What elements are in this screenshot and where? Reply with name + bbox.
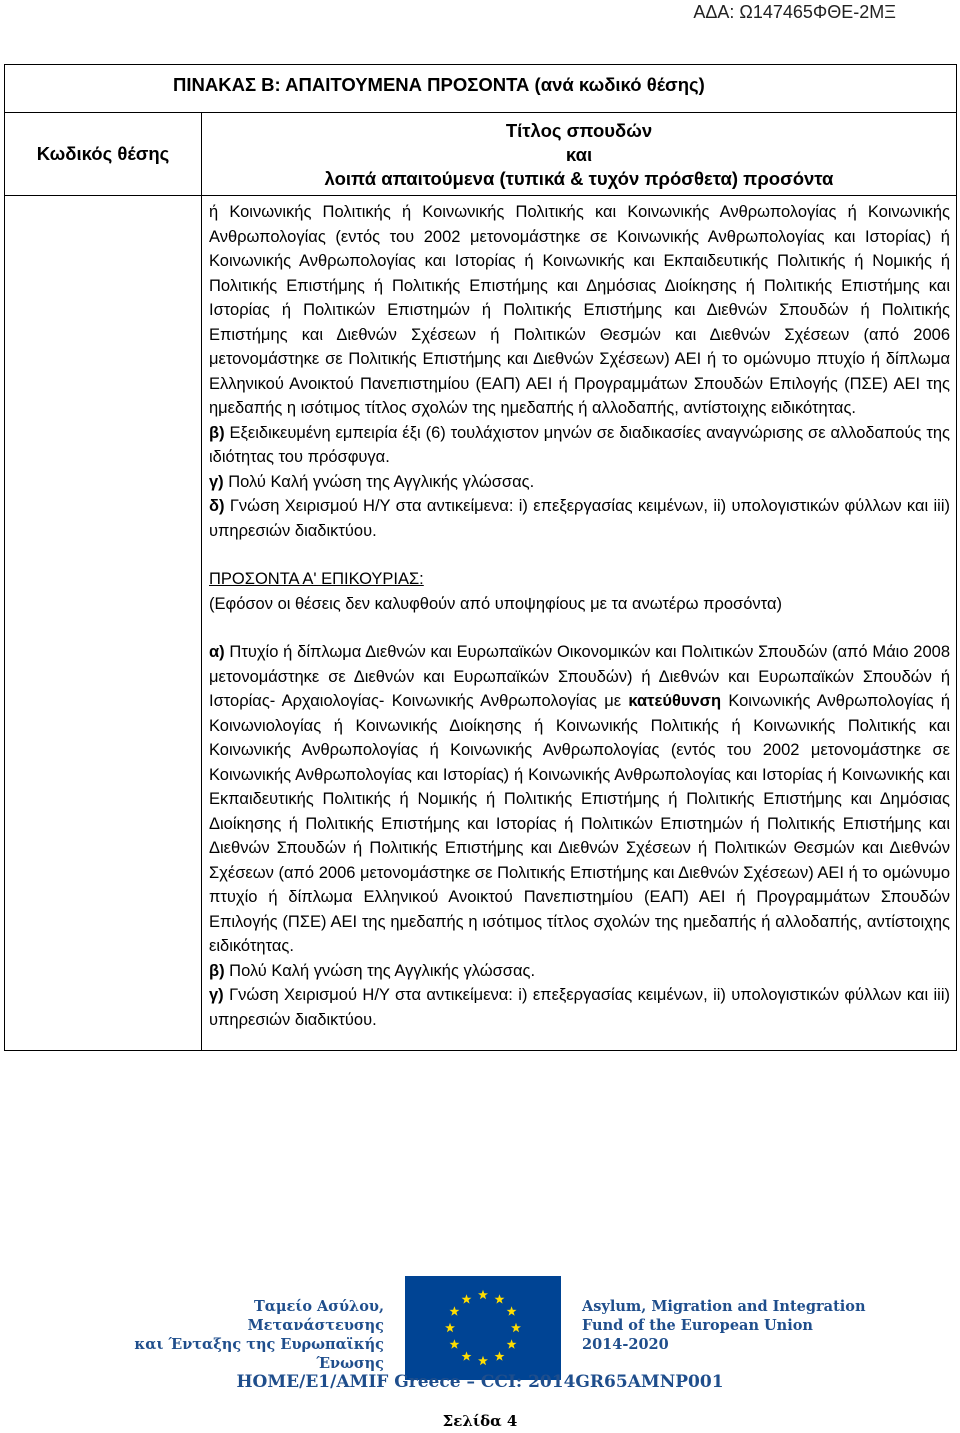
code-cell [5, 196, 202, 1051]
fund-name-english-line2: Fund of the European Union [582, 1317, 813, 1334]
section2-a-label: α) [209, 643, 225, 661]
section1-item-d [209, 494, 950, 543]
fund-name-english-line3: 2014-2020 [582, 1336, 669, 1353]
section2-c-label: γ) [209, 986, 224, 1004]
column-header-line3: λοιπά απαιτούμενα (τυπικά & τυχόν πρόσθετα) προσόντα [324, 168, 834, 189]
qualifications-cell [202, 196, 957, 1051]
column-header-code: Κωδικός θέσης [5, 113, 202, 196]
section2-item-b [209, 959, 950, 984]
section1-item-b [209, 421, 950, 470]
section1-item-c [209, 470, 950, 495]
fund-name-greek-line3: Ένωσης [316, 1355, 384, 1372]
column-header-line2: και [565, 144, 593, 165]
section2-a-text1: Πτυχίο ή δίπλωμα Διεθνών και Ευρωπαϊκών Οικονομικών και Πολιτικών Σπουδών (από Μάιο 2008 μετονομάστηκε σε Διεθνών και Ευρωπαϊκών Σπουδών) ή Διεθνών και Ευρωπαϊκών Σπουδών ή Ιστορίας- Αρχαιολογίας- Κοινωνικής Ανθρωπολογίας με [209, 643, 950, 710]
section2-heading: ΠΡΟΣΟΝΤΑ Α' ΕΠΙΚΟΥΡΙΑΣ: [209, 570, 424, 588]
fund-name-greek-line1: Ταμείο Ασύλου, Μετανάστευσης [247, 1298, 384, 1334]
section2-a-text2: Κοινωνικής Ανθρωπολογίας ή Κοινωνιολογίας ή Κοινωνικής Διοίκησης ή Κοινωνικής Πολιτικής ή Κοινωνικής Πολιτικής και Κοινωνικής Ανθρωπολογίας ή Κοινωνικής Ανθρωπολογίας (εντός του 2002 μετονομάστηκε σε Κοινωνικής Ανθρωπολογίας και Ιστορίας) ή Κοινωνικής Ανθρωπολογίας και Ιστορίας ή Κοινωνικής και Εκπαιδευτικής Πολιτικής ή Νομικής ή Πολιτικής Επιστήμης ή Πολιτικής Επιστήμης και Δημόσιας Διοίκησης ή Πολιτικής Επιστήμης και Ιστορίας ή Πολιτικών Επιστημών ή Πολιτικής Επιστήμης και Διεθνών Σπουδών ή Πολιτικής Επιστήμης και Διεθνών Σχέσεων ή Πολιτικών Θεσμών και Διεθνών Σχέσεων (από 2006 μετονομάστηκε σε Πολιτικής Επιστήμης και Διεθνών Σχέσεων) ΑΕΙ ή το ομώνυμο πτυχίο ή δίπλωμα Ελληνικού Ανοικτού Πανεπιστημίου (ΕΑΠ) ΑΕΙ ή Προγραμμάτων Σπουδών Επιλογής (ΠΣΕ) ΑΕΙ της ημεδαπής η ισότιμος τίτλος σχολών της ημεδαπής ή αλλοδαπής, αντίστοιχης ειδικότητας. [209, 692, 951, 955]
section2-note: (Εφόσον οι θέσεις δεν καλυφθούν από υποψηφίους με τα ανωτέρω προσόντα) [209, 594, 782, 613]
section1-d-text: Γνώση Χειρισμού Η/Υ στα αντικείμενα: i) επεξεργασίας κειμένων, ii) υπολογιστικών φύλλων και iii) υπηρεσιών διαδικτύου. [209, 497, 950, 540]
section2-item-c [209, 983, 950, 1032]
column-header-line1: Τίτλος σπουδών [505, 120, 653, 141]
fund-name-english-line1: Asylum, Migration and Integration [582, 1298, 866, 1315]
spacer [209, 543, 950, 567]
section1-c-text: Πολύ Καλή γνώση της Αγγλικής γλώσσας. [223, 472, 535, 491]
section1-b-label: β) [209, 423, 225, 442]
eu-flag-icon [405, 1276, 561, 1380]
cci-code: HOME/E1/AMIF Greece – CCI: 2014GR65AMNP001 [236, 1372, 724, 1392]
fund-name-english [582, 1297, 882, 1354]
table-title: ΠΙΝΑΚΑΣ Β: ΑΠΑΙΤΟΥΜΕΝΑ ΠΡΟΣΟΝΤΑ (ανά κωδικό θέσης) [5, 65, 957, 113]
ada-code: ΑΔΑ: Ω147465ΦΘΕ-2ΜΞ [693, 2, 896, 22]
column-header-title [202, 113, 957, 196]
section2-b-label: β) [209, 961, 225, 980]
section1-b-text: Εξειδικευμένη εμπειρία έξι (6) τουλάχιστον μηνών σε διαδικασίες αναγνώρισης σε αλλοδαπούς της ιδιότητας του πρόσφυγα. [209, 423, 950, 466]
section2-c-text: Γνώση Χειρισμού Η/Υ στα αντικείμενα: i) επεξεργασίας κειμένων, ii) υπολογιστικών φύλλων και iii) υπηρεσιών διαδικτύου. [209, 986, 950, 1029]
page-number: Σελίδα 4 [442, 1412, 518, 1430]
section2-item-a [209, 640, 950, 959]
section2-b-text: Πολύ Καλή γνώση της Αγγλικής γλώσσας. [224, 961, 536, 980]
fund-name-greek [118, 1297, 384, 1373]
requirements-table [4, 64, 957, 1051]
section1-c-label: γ) [209, 472, 224, 491]
section1-d-label: δ) [209, 497, 225, 515]
fund-name-greek-line2: και Ένταξης της Ευρωπαϊκής [134, 1336, 384, 1353]
section1-paragraph-a: ή Κοινωνικής Πολιτικής ή Κοινωνικής Πολιτικής και Κοινωνικής Ανθρωπολογίας ή Κοινωνικής Ανθρωπολογίας (εντός του 2002 μετονομάστηκε σε Κοινωνικής Ανθρωπολογίας και Ιστορίας) ή Κοινωνικής Ανθρωπολογίας και Ιστορίας ή Κοινωνικής και Εκπαιδευτικής Πολιτικής ή Νομικής ή Πολιτικής Επιστήμης ή Πολιτικής Επιστήμης και Δημόσιας Διοίκησης ή Πολιτικής Επιστήμης και Ιστορίας ή Πολιτικών Επιστημών ή Πολιτικής Επιστήμης και Διεθνών Σπουδών ή Πολιτικής Επιστήμης και Διεθνών Σχέσεων ή Πολιτικών Θεσμών και Διεθνών Σχέσεων (από 2006 μετονομάστηκε σε Πολιτικής Επιστήμης και Διεθνών Σχέσεων) ΑΕΙ ή το ομώνυμο πτυχίο ή δίπλωμα Ελληνικού Ανοικτού Πανεπιστημίου (ΕΑΠ) ΑΕΙ ή Προγραμμάτων Σπουδών Επιλογής (ΠΣΕ) ΑΕΙ της ημεδαπής η ισότιμος τίτλος σχολών της ημεδαπής ή αλλοδαπής, αντίστοιχης ειδικότητας. [209, 203, 950, 417]
spacer [209, 616, 950, 640]
section2-a-bold: κατεύθυνση [628, 692, 722, 710]
